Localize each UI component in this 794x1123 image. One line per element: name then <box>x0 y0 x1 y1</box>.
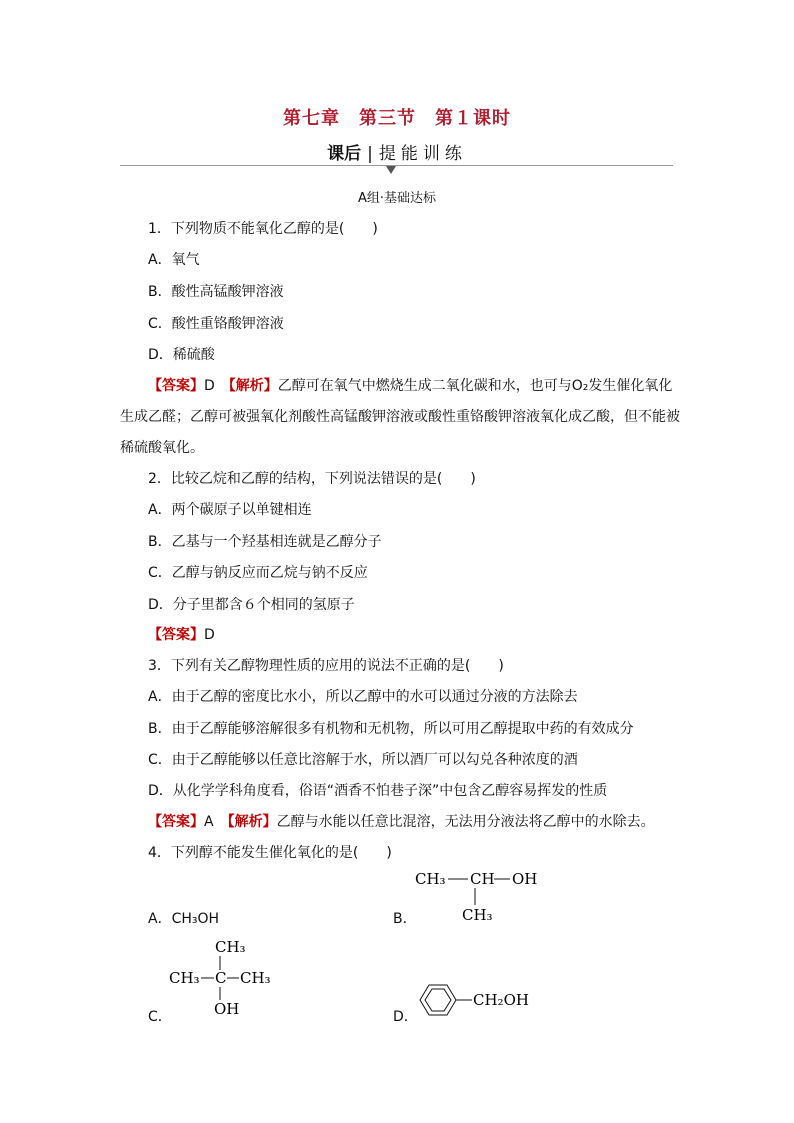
q3-answer <box>148 811 655 831</box>
q1-option-d: D．稀硫酸 <box>148 347 215 363</box>
section-subtitle <box>0 139 794 164</box>
subtitle-separator: | <box>367 144 373 164</box>
subtitle-after-class: 课后 <box>327 144 362 164</box>
q1-option-a: A．氧气 <box>148 252 200 268</box>
q2-answer <box>148 624 215 644</box>
q1-analysis-line-3: 稀硫酸氧化。 <box>120 440 204 456</box>
benzene-inner-ring <box>425 989 451 1011</box>
c-ch3-left: CH₃ <box>169 969 200 987</box>
q3-stem: 3．下列有关乙醇物理性质的应用的说法不正确的是( ) <box>148 658 504 674</box>
q4-option-a <box>148 908 219 928</box>
subtitle-training: 提能训练 <box>378 144 467 164</box>
analysis-tag: 【解析】 <box>227 814 277 830</box>
q2-option-a: A．两个碳原子以单键相连 <box>148 502 312 518</box>
header-divider <box>120 165 673 166</box>
c-oh: OH <box>214 1000 240 1018</box>
q4-option-b-structure <box>410 866 540 924</box>
q3-option-d: D．从化学学科角度看，俗语“酒香不怕巷子深”中包含乙醇容易挥发的性质 <box>148 783 608 799</box>
q2-option-d: D．分子里都含６个相同的氢原子 <box>148 597 355 613</box>
q4-option-c-structure <box>165 934 285 1020</box>
answer-tag: 【答案】 <box>148 627 204 643</box>
c-ch3-top: CH₃ <box>215 938 246 956</box>
q3-option-a: A．由于乙醇的密度比水小，所以乙醇中的水可以通过分液的方法除去 <box>148 689 578 705</box>
b-ch3-left: CH₃ <box>415 870 446 888</box>
q4-stem: 4．下列醇不能发生催化氧化的是( ) <box>148 845 392 861</box>
c-ch3-right: CH₃ <box>240 969 271 987</box>
q4-option-d-label: D． <box>393 1009 418 1025</box>
page-title: 第七章 第三节 第１课时 <box>283 108 511 129</box>
q4-option-b-label: B． <box>393 911 417 927</box>
q4-option-c-label: C． <box>148 1009 172 1025</box>
q1-analysis-line-2: 生成乙醛；乙醇可被强氧化剂酸性高锰酸钾溶液或酸性重铬酸钾溶液氧化成乙酸，但不能被 <box>120 409 680 425</box>
b-ch: CH <box>470 870 495 888</box>
answer-value: D <box>204 378 215 394</box>
divider-triangle-icon <box>386 166 396 174</box>
answer-value: D <box>204 627 215 643</box>
q2-stem: 2．比较乙烷和乙醇的结构，下列说法错误的是( ) <box>148 471 476 487</box>
q1-option-b: B．酸性高锰酸钾溶液 <box>148 284 284 300</box>
answer-tag: 【答案】 <box>148 378 204 394</box>
q3-option-c: C．由于乙醇能够以任意比溶解于水，所以酒厂可以勾兑各种浓度的酒 <box>148 752 578 768</box>
c-carbon: C <box>215 969 227 987</box>
option-a-formula: CH₃OH <box>171 911 220 927</box>
q2-option-b: B．乙基与一个羟基相连就是乙醇分子 <box>148 534 382 550</box>
q3-option-b: B．由于乙醇能够溶解很多有机物和无机物，所以可用乙醇提取中药的有效成分 <box>148 721 634 737</box>
group-label: A组·基础达标 <box>357 191 437 206</box>
q2-option-c: C．乙醇与钠反应而乙烷与钠不反应 <box>148 565 368 581</box>
answer-value: A <box>204 814 214 830</box>
q1-option-c: C．酸性重铬酸钾溶液 <box>148 316 284 332</box>
b-oh: OH <box>512 870 538 888</box>
q4-option-d-structure <box>410 980 535 1022</box>
answer-tag: 【答案】 <box>148 814 204 830</box>
q1-stem: 1．下列物质不能氧化乙醇的是( ) <box>148 221 378 237</box>
analysis-tag: 【解析】 <box>228 378 278 394</box>
option-a-label: A． <box>148 911 172 927</box>
q1-answer <box>148 375 672 395</box>
analysis-text: 乙醇可在氧气中燃烧生成二氧化碳和水，也可与O₂发生催化氧化 <box>277 378 673 394</box>
b-ch3-sub: CH₃ <box>462 906 493 924</box>
d-ch2oh: CH₂OH <box>473 991 529 1009</box>
analysis-text: 乙醇与水能以任意比混溶，无法用分液法将乙醇中的水除去。 <box>276 814 655 830</box>
